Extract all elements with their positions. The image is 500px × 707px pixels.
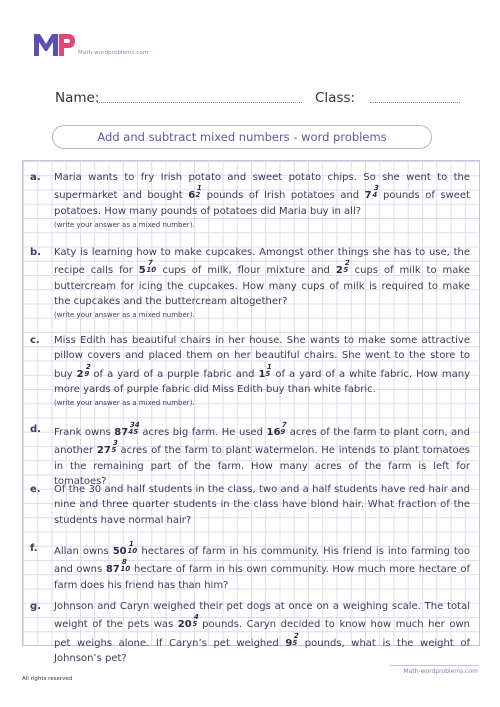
question-letter: b. (30, 247, 41, 258)
question-text: acres of the farm to plant corn, and another (54, 427, 470, 457)
answer-note: (write your answer as a mixed number). (54, 311, 195, 320)
question-b (30, 245, 470, 320)
question-text: pounds of Irish potatoes and (201, 190, 365, 202)
name-line[interactable] (97, 102, 302, 103)
question-text: Katy is learning how to make cupcakes. Amongst other things she has to use, the recipe calls for (54, 247, 470, 277)
mixed-number: 1 1 5 (258, 362, 274, 380)
answer-note: (write your answer as a mixed number). (54, 220, 195, 229)
footer-rights: All rights reserved (22, 676, 73, 682)
name-label: Name: (55, 90, 100, 106)
class-line[interactable] (370, 102, 460, 103)
question-d (30, 422, 470, 489)
question-letter: f. (30, 543, 38, 554)
worksheet-title: Add and subtract mixed numbers - word problems (52, 125, 432, 149)
mixed-number: 20 4 5 (177, 613, 200, 631)
question-letter: e. (30, 484, 41, 495)
mixed-number: 9 2 5 (285, 631, 300, 649)
mixed-number: 6 1 2 (188, 184, 203, 202)
question-text: pounds, what is the weight of Johnson’s pet? (54, 637, 470, 664)
mixed-number: 16 7 9 (266, 421, 288, 438)
footer-site: Math-wordproblems.com (390, 665, 478, 675)
question-g (30, 599, 470, 666)
mixed-number: 7 3 4 (364, 184, 380, 202)
question-text: Frank owns (54, 427, 115, 438)
question-text: of a yard of a white fabric. How many more yards of purple fabric did Miss Edith buy than white fabric. (54, 368, 471, 395)
question-text: Miss Edith has beautiful chairs in her house. She wants to make some attractive pillow covers and placed them on her beautiful chairs. She went to the store to buy (54, 335, 470, 380)
question-text: cups of milk, flour mixture and (156, 265, 336, 277)
class-label: Class: (315, 90, 356, 106)
question-text: of a yard of a purple fabric and (89, 368, 259, 380)
question-f (30, 541, 470, 593)
question-text: hectare of farm in his own community. How much more hectare of farm does his friend has than him? (54, 564, 471, 591)
question-a (30, 170, 470, 230)
question-text: pounds. Caryn decided to know how much her own pet weighs alone. If Caryn’s pet weighed (54, 619, 470, 649)
question-text: hectares of farm in his community. His friend is into farming too and owns (54, 546, 470, 576)
question-text: Of the 30 and half students in the class, two and a half students have red hair and nine and three quarter students in the class have blond hair. What fraction of the students have normal hair? (54, 484, 470, 526)
mp-logo-icon (32, 30, 76, 58)
question-letter: g. (30, 601, 41, 612)
question-text: Johnson and Caryn weighed their pet dogs at once on a weighing scale. The total weight of the pets was (54, 601, 470, 631)
mixed-number: 50 1 10 (112, 540, 138, 557)
question-text: pounds of sweet potatoes. How many pounds of potatoes did Maria buy in all? (54, 190, 471, 217)
logo (32, 30, 148, 58)
mixed-number: 2 2 9 (76, 362, 92, 380)
question-text: acres big farm. He used (138, 427, 267, 438)
question-e (30, 482, 470, 528)
question-text: Allan owns (54, 546, 113, 557)
logo-site-text: Math-wordproblems.com (78, 50, 149, 56)
question-c (30, 333, 470, 408)
question-letter: c. (30, 335, 40, 346)
mixed-number: 87 34 45 (114, 421, 141, 438)
mixed-number: 87 8 10 (105, 558, 131, 576)
question-text: cups of milk to make buttercream for icing the cupcakes. How many cups of milk is required to make the cupcakes and the buttercream altogether? (54, 265, 470, 307)
question-letter: a. (30, 172, 41, 183)
question-text: Maria wants to fry Irish potato and sweet potato chips. So she went to the supermarket and bought (54, 172, 470, 202)
question-letter: d. (30, 424, 41, 435)
mixed-number: 2 2 5 (335, 259, 351, 277)
answer-note: (write your answer as a mixed number). (54, 399, 195, 408)
mixed-number: 5 7 10 (138, 259, 157, 277)
question-text: acres of the farm to plant watermelon. He intends to plant tomatoes in the remaining part of the farm. How many acres of the farm is left for tomatoes? (54, 445, 470, 487)
mixed-number: 27 3 5 (96, 439, 119, 457)
